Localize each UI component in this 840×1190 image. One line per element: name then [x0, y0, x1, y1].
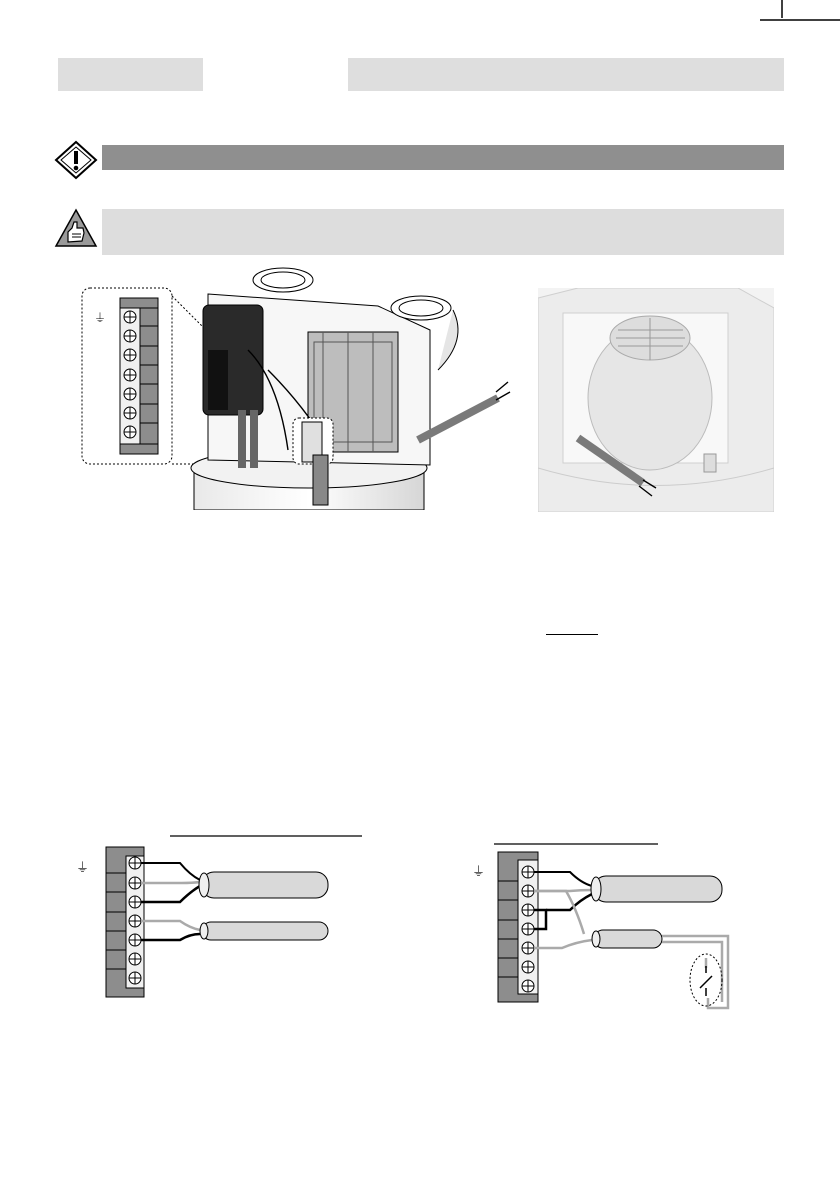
chapter-label-box — [58, 58, 203, 91]
hand-note-icon — [54, 208, 98, 248]
note-bar — [102, 209, 784, 255]
warning-bar — [102, 145, 784, 170]
svg-text:⏚: ⏚ — [76, 861, 90, 876]
crop-mark — [0, 0, 840, 40]
wiring-diagram-right — [466, 838, 766, 1018]
appliance-rear-figure — [538, 288, 774, 512]
appliance-opened-figure — [78, 260, 518, 510]
section-title-box — [348, 58, 784, 91]
svg-text:⏚: ⏚ — [472, 865, 486, 880]
svg-text:⏚: ⏚ — [94, 311, 107, 325]
caption-underline — [546, 634, 598, 635]
warning-diamond-icon — [54, 140, 98, 180]
wiring-diagram-left — [70, 830, 370, 1002]
